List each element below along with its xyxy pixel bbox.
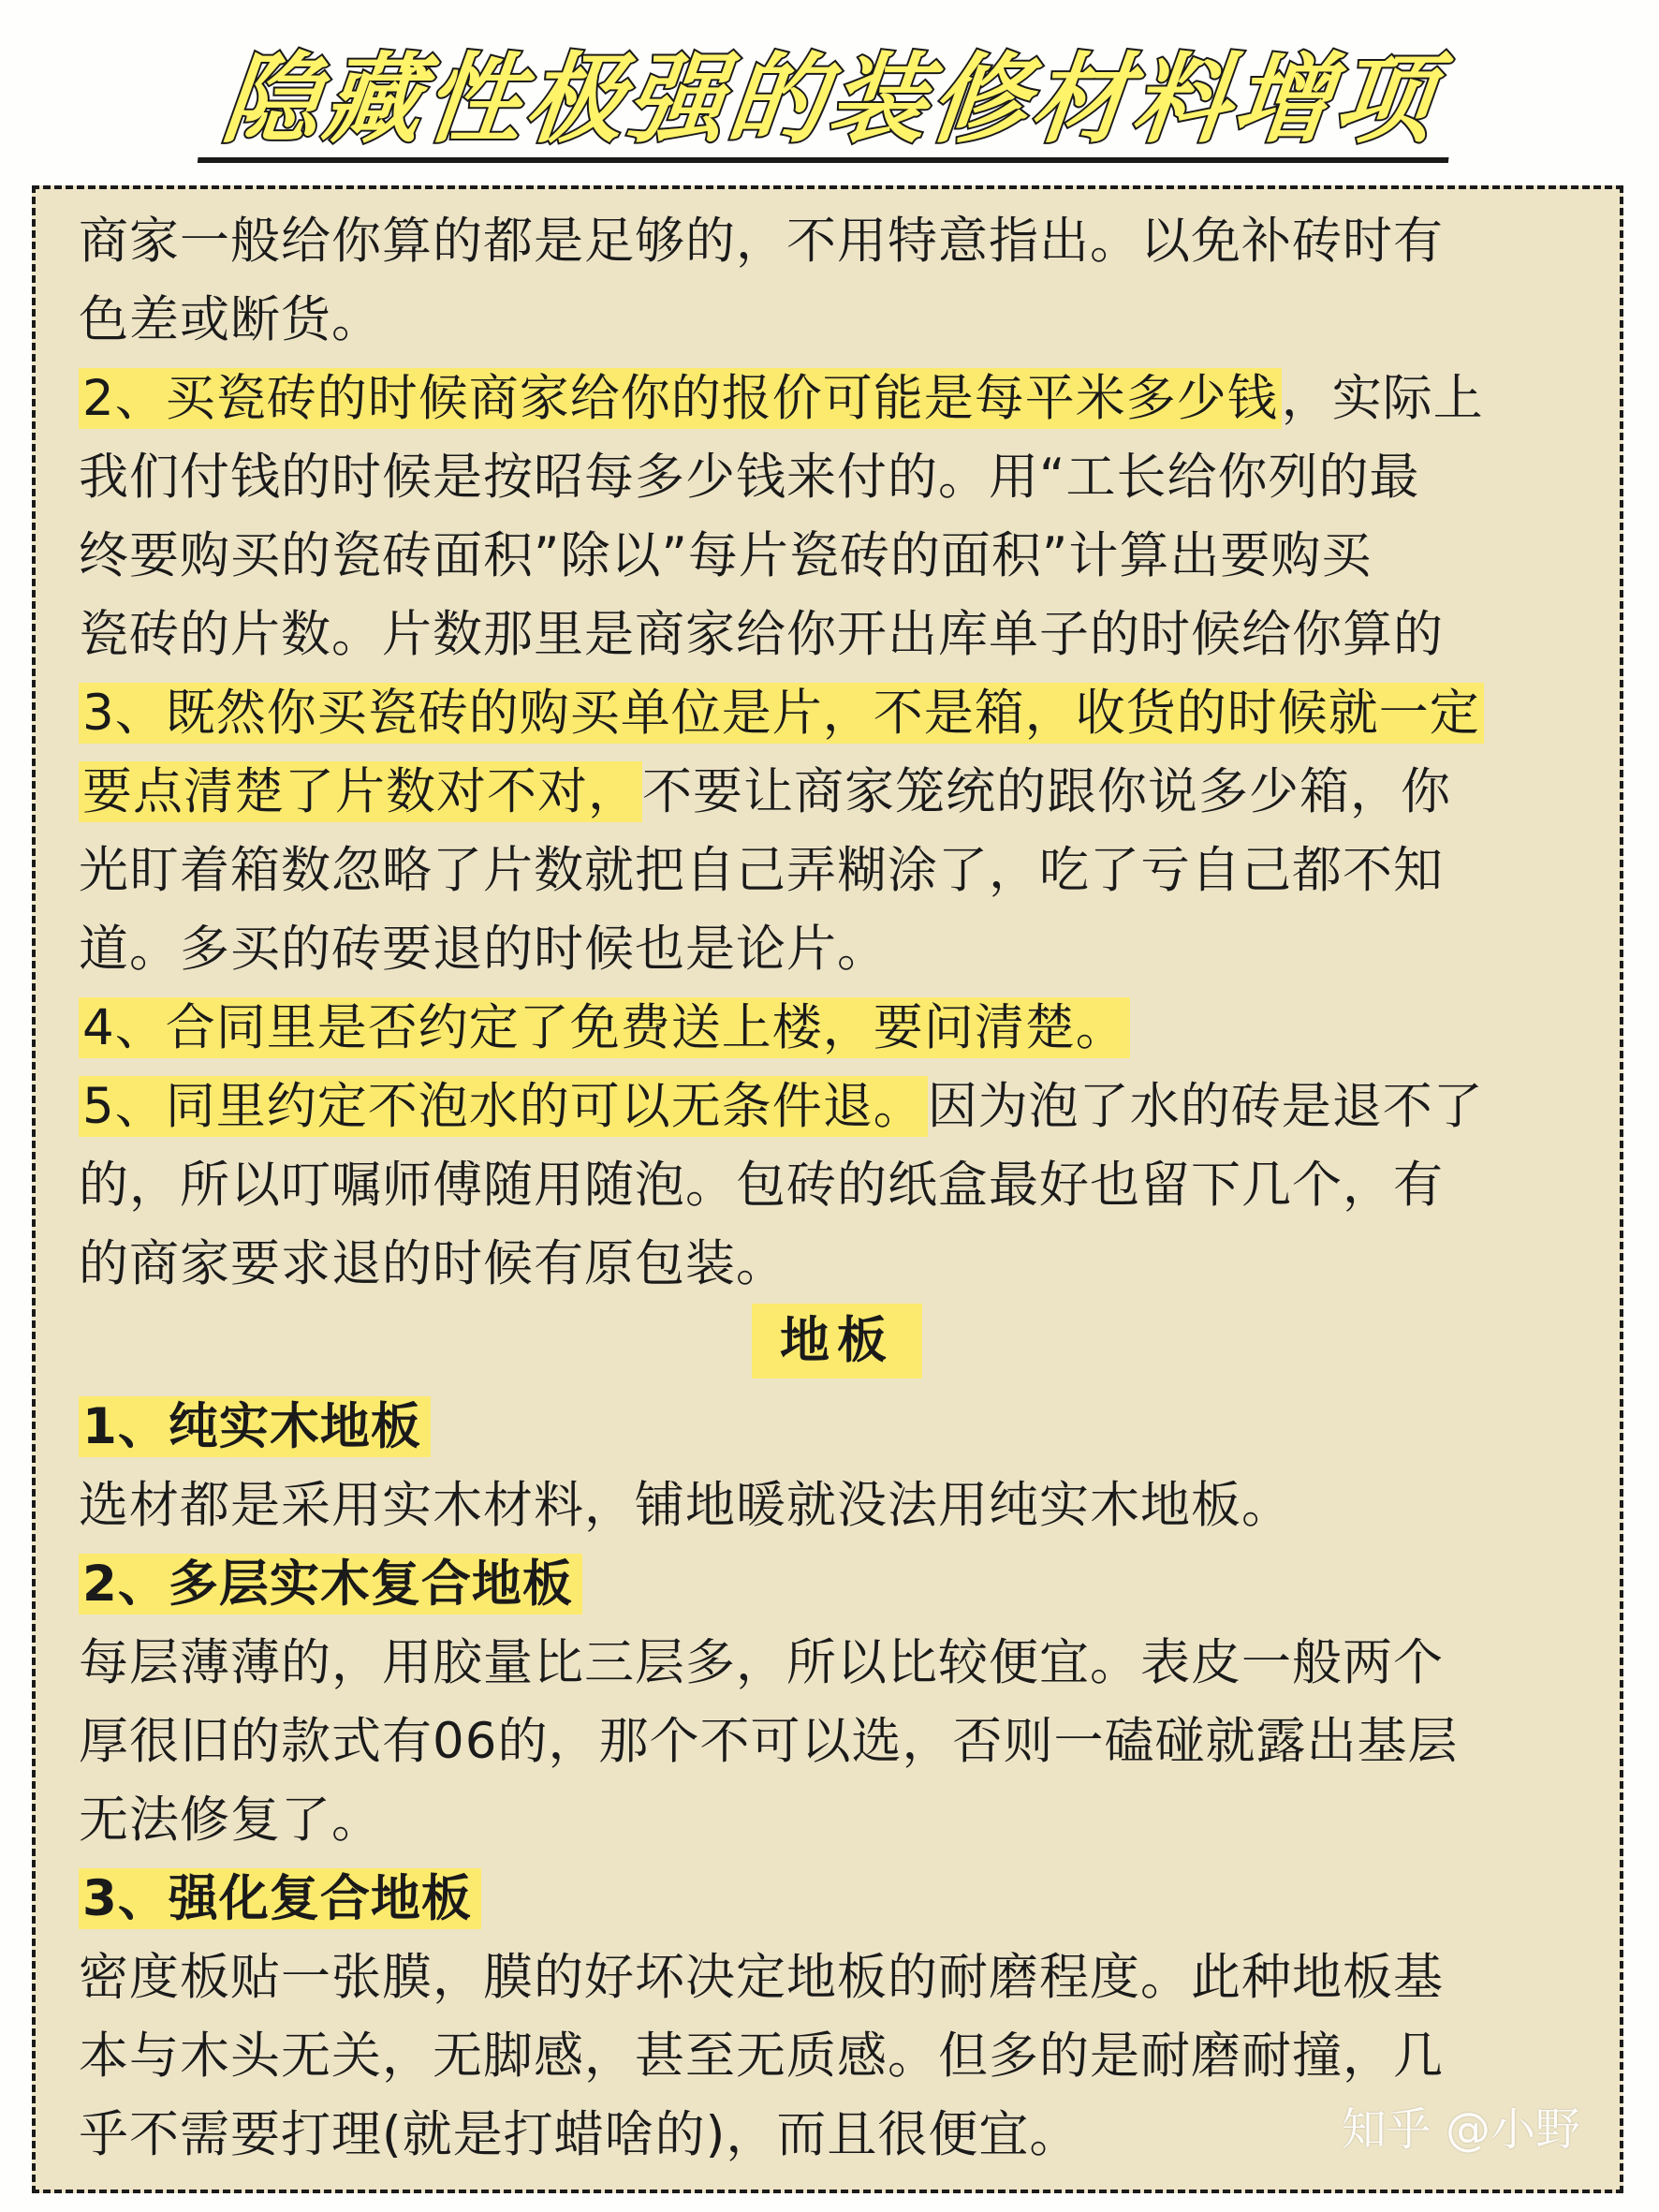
floor-item-heading: 1、纯实木地板 [79, 1396, 431, 1457]
section-header-row [79, 1304, 1595, 1388]
floor-item-body-line: 本与木头无关，无脚感，甚至无质感。但多的是耐磨耐撞，几 [79, 2028, 1444, 2085]
text-line [79, 753, 1595, 832]
page-title [198, 43, 1461, 155]
content-body [79, 202, 1595, 2175]
section-title: 地板 [752, 1304, 922, 1379]
text-line [79, 1068, 1595, 1146]
text-line [79, 910, 1595, 989]
floor-item-heading: 3、强化复合地板 [79, 1868, 481, 1929]
text-line [79, 438, 1595, 517]
content-box [32, 185, 1623, 2193]
text-line [79, 674, 1595, 753]
plain-text: 终要购买的瓷砖面积”除以”每片瓷砖的面积”计算出要购买 [79, 527, 1373, 584]
floor-item-heading-row [79, 1545, 1595, 1624]
text-line [79, 832, 1595, 910]
highlighted-text: 4、合同里是否约定了免费送上楼，要问清楚。 [79, 997, 1130, 1058]
plain-text: 的商家要求退的时候有原包装。 [79, 1235, 786, 1292]
floor-item-body-line: 无法修复了。 [79, 1792, 382, 1849]
highlighted-text: 3、既然你买瓷砖的购买单位是片，不是箱，收货的时候就一定 [79, 683, 1484, 744]
plain-text: 因为泡了水的砖是退不了 [927, 1078, 1484, 1135]
text-line [79, 281, 1595, 360]
page-title-text: 隐藏性极强的装修材料增项 [216, 42, 1443, 156]
text-line [79, 360, 1595, 438]
plain-text: 色差或断货。 [79, 291, 382, 348]
text-line [79, 1225, 1595, 1304]
floor-item-body-line: 每层薄薄的，用胶量比三层多，所以比较便宜。表皮一般两个 [79, 1634, 1444, 1691]
plain-text: 商家一般给你算的都是足够的，不用特意指出。以免补砖时有 [79, 213, 1444, 270]
text-line [79, 517, 1595, 596]
watermark: 知乎 @小野 [1341, 2103, 1580, 2156]
plain-text: 光盯着箱数忽略了片数就把自己弄糊涂了，吃了亏自己都不知 [79, 842, 1444, 899]
plain-text: ，实际上 [1281, 370, 1484, 427]
highlighted-text: 5、同里约定不泡水的可以无条件退。 [79, 1076, 928, 1137]
title-underline [198, 157, 1449, 163]
text-line [79, 1146, 1595, 1225]
floor-item-heading: 2、多层实木复合地板 [79, 1554, 582, 1615]
plain-text: 瓷砖的片数。片数那里是商家给你开出库单子的时候给你算的 [79, 606, 1444, 663]
plain-text: 道。多买的砖要退的时候也是论片。 [79, 921, 888, 978]
text-line [79, 202, 1595, 281]
floor-item-body-line: 乎不需要打理(就是打蜡啥的)，而且很便宜。 [79, 2106, 1080, 2163]
floor-item-body-line: 厚很旧的款式有06的，那个不可以选，否则一磕碰就露出基层 [79, 1713, 1459, 1770]
floor-item-heading-row [79, 1860, 1595, 1939]
floor-item-heading-row [79, 1388, 1595, 1467]
floor-item-body-line: 密度板贴一张膜，膜的好坏决定地板的耐磨程度。此种地板基 [79, 1949, 1444, 2006]
highlighted-text: 要点清楚了片数对不对， [79, 761, 642, 822]
plain-text: 不要让商家笼统的跟你说多少箱，你 [642, 763, 1451, 820]
text-line [79, 989, 1595, 1068]
plain-text: 我们付钱的时候是按昭每多少钱来付的。用“工长给你列的最 [79, 449, 1420, 506]
floor-item-body-line: 选材都是采用实木材料，铺地暖就没法用纯实木地板。 [79, 1477, 1292, 1534]
title-area [0, 34, 1659, 165]
highlighted-text: 2、买瓷砖的时候商家给你的报价可能是每平米多少钱 [79, 368, 1282, 429]
plain-text: 的，所以叮嘱师傅随用随泡。包砖的纸盒最好也留下几个，有 [79, 1157, 1444, 1214]
text-line [79, 596, 1595, 674]
